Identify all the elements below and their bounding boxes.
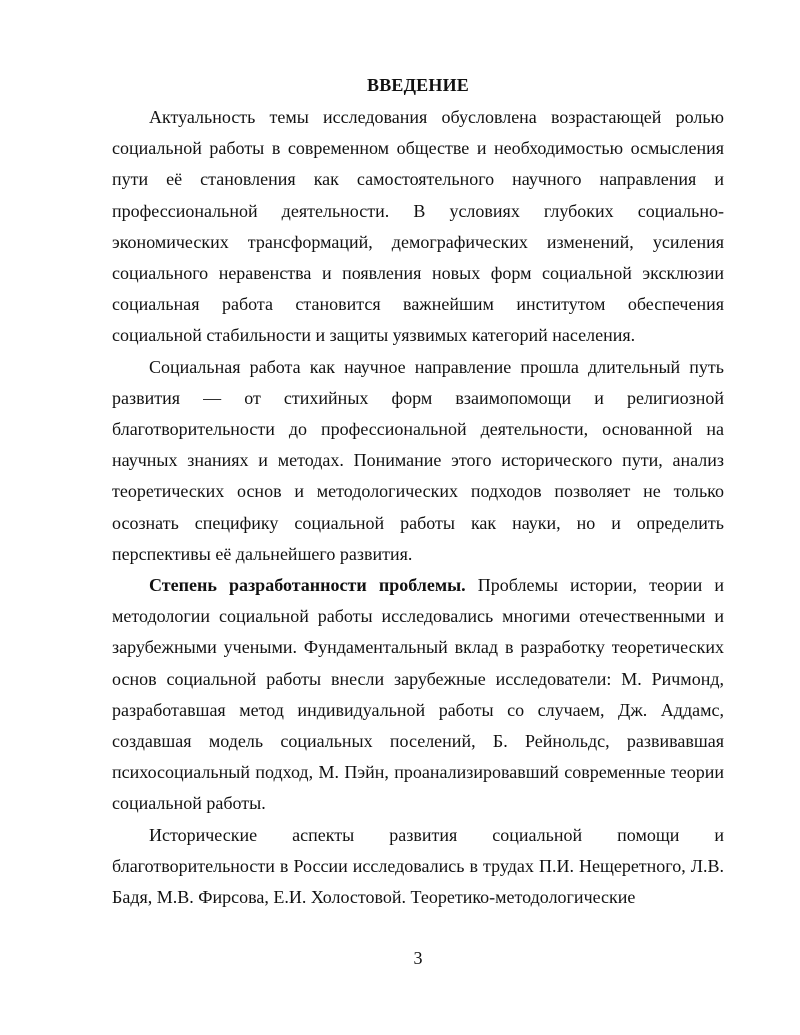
paragraph-lead: Степень разработанности проблемы. [149,575,466,596]
paragraph-degree-of-study [112,570,724,820]
paragraph-text: Социальная работа как научное направление прошла длительный путь развития — от стихийных форм взаимопомощи и религиозной благотворительности до профессиональной деятельности, основанной на научных знаниях и методах. Понимание этого исторического пути, анализ теоретических основ и методологических подходов позволяет не только осознать специфику социальной работы как науки, но и определить перспективы её дальнейшего развития. [112,356,724,564]
paragraph-text: Проблемы истории, теории и методологии социальной работы исследовались многими отечественными и зарубежными учеными. Фундаментальный вклад в разработку теоретических основ социальной работы внесли зарубежные исследователи: М. Ричмонд, разработавшая метод индивидуальной работы со случаем, Дж. Аддамс, создавшая модель социальных поселений, Б. Рейнольдс, развивавшая психосоциальный подход, М. Пэйн, проанализировавший современные теории социальной работы. [112,575,725,814]
page-number: 3 [413,948,423,968]
paragraph-historical-aspects [112,820,724,914]
body-text [112,102,724,913]
paragraph-history-path [112,352,724,570]
paragraph-text: Исторические аспекты развития социальной помощи и благотворительности в России исследовались в трудах П.И. Нещеретного, Л.В. Бадя, М.В. Фирсова, Е.И. Холостовой. Теоретико-методологические [112,824,724,908]
section-heading: ВВЕДЕНИЕ [366,75,469,95]
paragraph-text: Актуальность темы исследования обусловлена возрастающей ролью социальной работы в современном обществе и необходимостью осмысления пути её становления как самостоятельного научного направления и профессиональной деятельности. В условиях глубоких социально-экономических трансформаций, демографических изменений, усиления социального неравенства и появления новых форм социальной эксклюзии социальная работа становится важнейшим институтом обеспечения социальной стабильности и защиты уязвимых категорий населения. [112,107,724,346]
paragraph-relevance [112,102,724,352]
